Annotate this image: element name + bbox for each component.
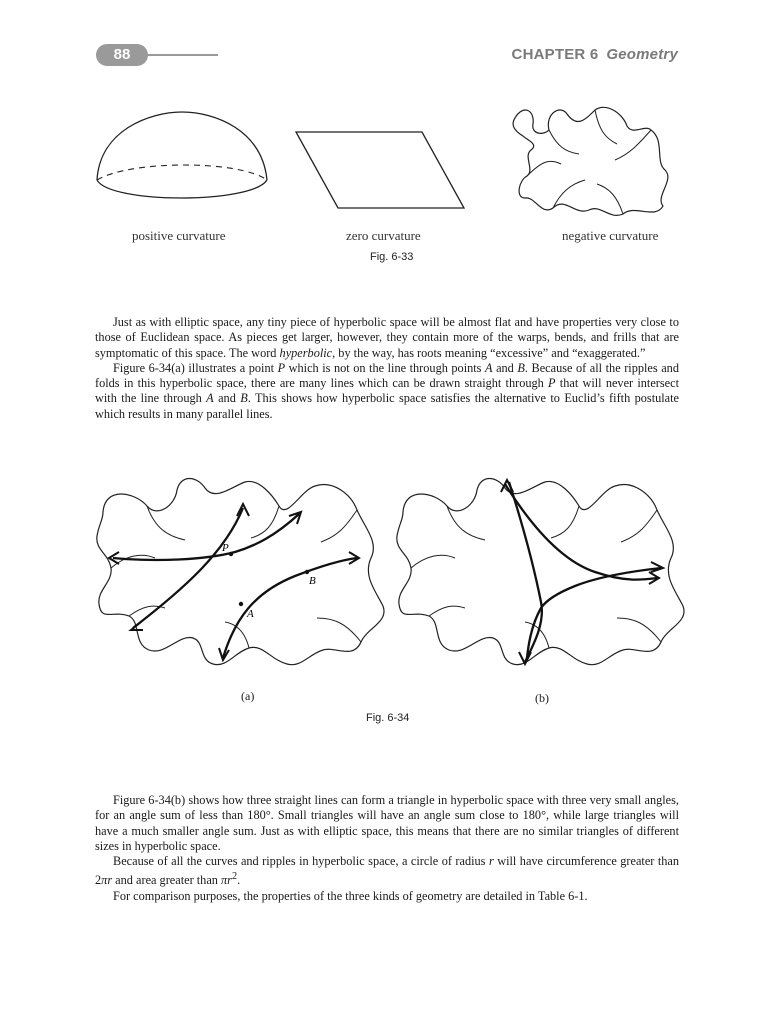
figure-6-34a <box>95 472 385 672</box>
caption-negative-curvature: negative curvature <box>562 228 659 243</box>
body-text-block-1 <box>95 315 679 422</box>
figure-label-6-34: Fig. 6-34 <box>366 712 410 724</box>
header-rule <box>146 54 218 56</box>
point-label-A: A <box>247 608 254 620</box>
chapter-heading <box>512 46 678 63</box>
paragraph: Just as with elliptic space, any tiny piece of hyperbolic space will be almost flat and have properties very close to those of Euclidean space. As pieces get larger, however, they contain more of the warps, bends, and frills that are symptomatic of this space. The word hyperbolic, by the way, has roots meaning “excessive” and “exaggerated.” <box>95 315 679 360</box>
paragraph: For comparison purposes, the properties of the three kinds of geometry are detailed in Table 6-1. <box>113 888 588 903</box>
figure-6-34b <box>395 472 685 672</box>
paragraph: Figure 6-34(a) illustrates a point P which is not on the line through points A and B. Because of all the ripples and folds in this hyperbolic space, there are many lines which can be drawn straight through P that will never intersect with the line through A and B. This shows how hyperbolic space satisfies the alternative to Euclid’s fifth postulate which results in many parallel lines. <box>95 360 680 421</box>
point-label-P: P <box>222 542 229 554</box>
figure-label-6-33: Fig. 6-33 <box>370 251 414 263</box>
zero-curvature-figure <box>290 130 470 215</box>
body-text-block-2 <box>95 793 679 904</box>
negative-curvature-figure <box>505 100 680 220</box>
paragraph: Figure 6-34(b) shows how three straight lines can form a triangle in hyperbolic space with three very small angles, for an angle sum of less than 180°. Small triangles will have an angle sum close to 180°, while large triangles will have a much smaller angle sum. Just as with elliptic space, this means that there are no similar triangles of different sizes in hyperbolic space. <box>95 793 679 853</box>
page-number-badge: 88 <box>96 44 148 66</box>
subfigure-label-b: (b) <box>535 691 549 705</box>
caption-zero-curvature: zero curvature <box>346 228 421 243</box>
caption-positive-curvature: positive curvature <box>132 228 226 243</box>
chapter-title: Geometry <box>606 46 678 63</box>
point-label-B: B <box>309 575 316 587</box>
chapter-number: CHAPTER 6 <box>511 46 599 63</box>
subfigure-label-a: (a) <box>241 689 255 703</box>
paragraph: Because of all the curves and ripples in hyperbolic space, a circle of radius r will have circumference greater than 2πr and area greater than $\pi r^2$. <box>95 854 680 888</box>
positive-curvature-figure <box>90 100 280 210</box>
